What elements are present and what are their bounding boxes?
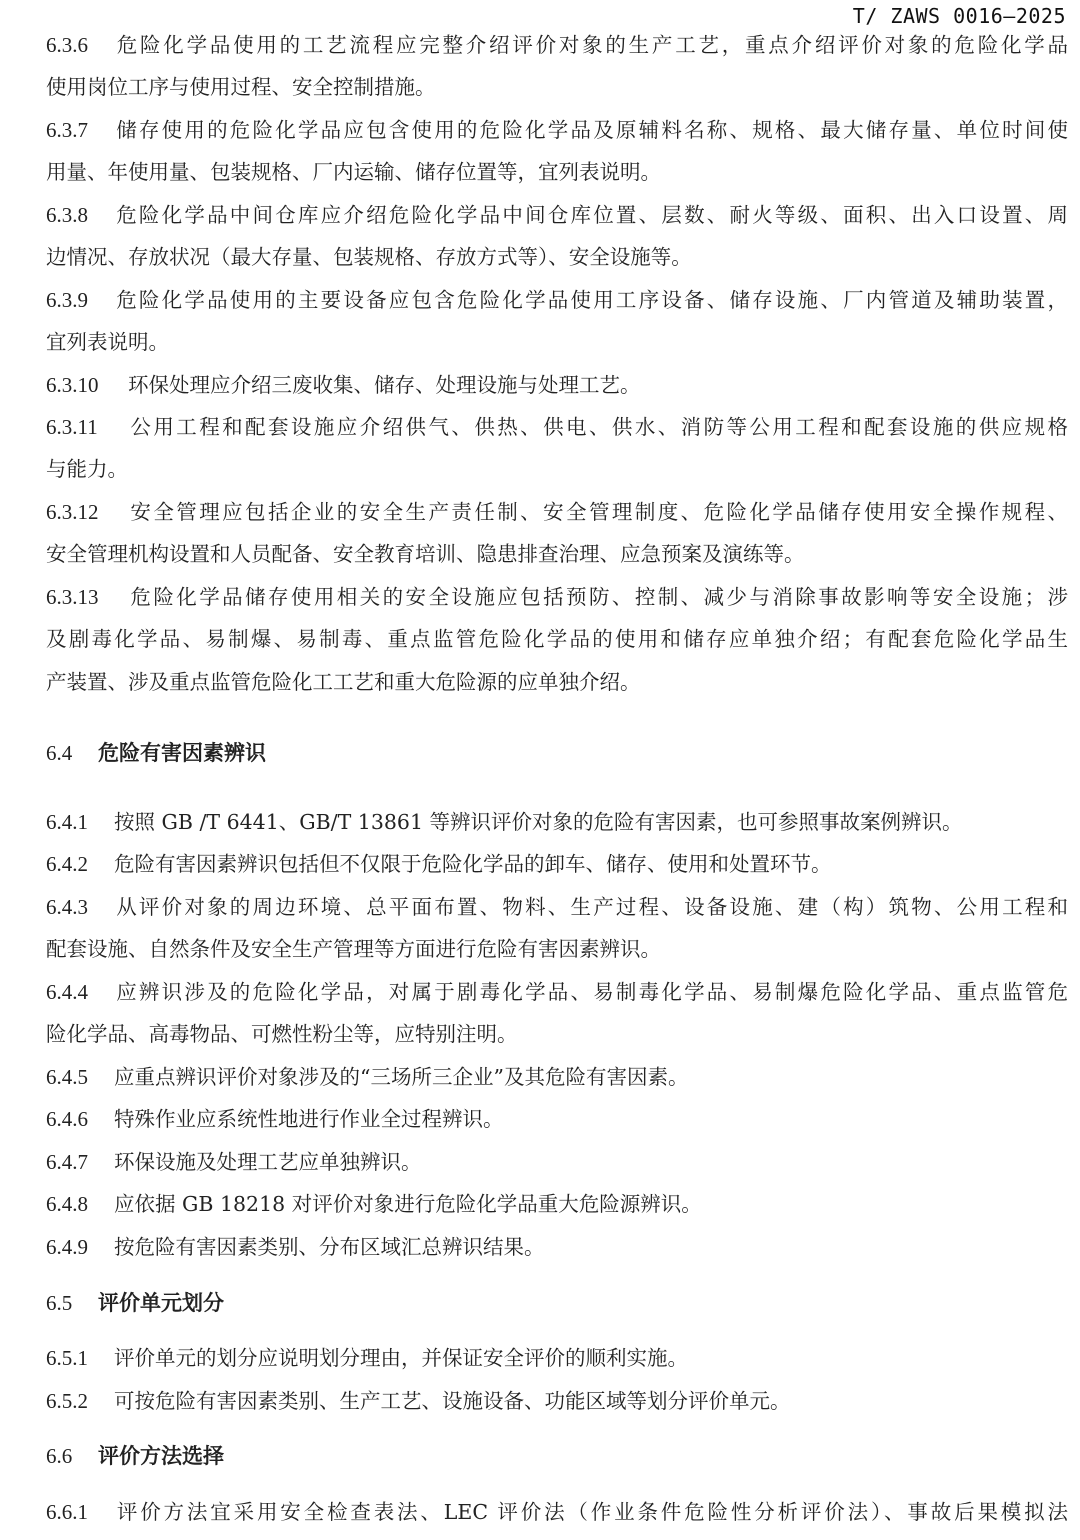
clause-text: 特殊作业应系统性地进行作业全过程辨识。 xyxy=(114,1107,504,1131)
section-number: 6.5 xyxy=(46,1291,73,1315)
section-heading-6-6 xyxy=(46,1442,224,1470)
clause-text: 公用工程和配套设施应介绍供气、供热、供电、供水、消防等公用工程和配套设施的供应规格 xyxy=(128,415,1068,439)
clause-number: 6.3.11 xyxy=(46,415,98,439)
clause-6-4-3-line-1 xyxy=(46,893,1068,921)
clause-number: 6.3.9 xyxy=(46,288,88,312)
section-title: 评价方法选择 xyxy=(98,1444,224,1468)
clause-number: 6.3.13 xyxy=(46,585,99,609)
section-heading-6-4 xyxy=(46,739,266,767)
clause-text: 环保设施及处理工艺应单独辨识。 xyxy=(114,1150,422,1174)
clause-text: 应辨识涉及的危险化学品，对属于剧毒化学品、易制毒化学品、易制爆危险化学品、重点监管危 xyxy=(114,980,1068,1004)
clause-6-4-3-line-2: 配套设施、自然条件及安全生产管理等方面进行危险有害因素辨识。 xyxy=(46,937,661,961)
clause-6-3-7-line-1 xyxy=(46,116,1068,144)
clause-number: 6.4.1 xyxy=(46,810,88,834)
clause-text: 按照 GB /T 6441、GB/T 13861 等辨识评价对象的危险有害因素，也可参照事故案例辨识。 xyxy=(114,810,963,834)
clause-number: 6.3.10 xyxy=(46,373,99,397)
clause-6-4-4-line-2: 险化学品、高毒物品、可燃性粉尘等，应特别注明。 xyxy=(46,1022,518,1046)
clause-number: 6.3.7 xyxy=(46,118,88,142)
section-title: 评价单元划分 xyxy=(98,1291,224,1315)
clause-number: 6.4.2 xyxy=(46,852,88,876)
clause-6-4-6-line-1 xyxy=(46,1105,1068,1133)
clause-text: 危险化学品中间仓库应介绍危险化学品中间仓库位置、层数、耐火等级、面积、出入口设置、周 xyxy=(114,203,1068,227)
clause-6-5-2-line-1 xyxy=(46,1387,1068,1415)
clause-number: 6.3.6 xyxy=(46,33,88,57)
clause-number: 6.6.1 xyxy=(46,1500,88,1524)
clause-6-3-13-line-2: 及剧毒化学品、易制爆、易制毒、重点监管危险化学品的使用和储存应单独介绍；有配套危险化学品生 xyxy=(46,627,1068,651)
clause-6-3-13-line-3: 产装置、涉及重点监管危险化工工艺和重大危险源的应单独介绍。 xyxy=(46,670,641,694)
clause-text: 应重点辨识评价对象涉及的“三场所三企业”及其危险有害因素。 xyxy=(114,1065,689,1089)
clause-text: 安全管理应包括企业的安全生产责任制、安全管理制度、危险化学品储存使用安全操作规程、 xyxy=(128,500,1068,524)
clause-number: 6.4.7 xyxy=(46,1150,88,1174)
clause-6-4-1-line-1 xyxy=(46,808,1068,836)
clause-text: 危险化学品使用的工艺流程应完整介绍评价对象的生产工艺，重点介绍评价对象的危险化学品 xyxy=(114,33,1068,57)
clause-6-4-5-line-1 xyxy=(46,1063,1068,1091)
clause-number: 6.3.12 xyxy=(46,500,99,524)
clause-text: 危险化学品储存使用相关的安全设施应包括预防、控制、减少与消除事故影响等安全设施；涉 xyxy=(128,585,1068,609)
section-title: 危险有害因素辨识 xyxy=(98,741,266,765)
clause-text: 危险有害因素辨识包括但不仅限于危险化学品的卸车、储存、使用和处置环节。 xyxy=(114,852,832,876)
clause-number: 6.4.9 xyxy=(46,1235,88,1259)
clause-number: 6.4.6 xyxy=(46,1107,88,1131)
clause-text: 应依据 GB 18218 对评价对象进行危险化学品重大危险源辨识。 xyxy=(114,1192,702,1216)
clause-text: 可按危险有害因素类别、生产工艺、设施设备、功能区域等划分评价单元。 xyxy=(114,1389,791,1413)
section-number: 6.6 xyxy=(46,1444,73,1468)
clause-text: 危险化学品使用的主要设备应包含危险化学品使用工序设备、储存设施、厂内管道及辅助装置， xyxy=(114,288,1068,312)
clause-number: 6.5.2 xyxy=(46,1389,88,1413)
clause-number: 6.3.8 xyxy=(46,203,88,227)
clause-6-4-9-line-1 xyxy=(46,1233,1068,1261)
clause-text: 环保处理应介绍三废收集、储存、处理设施与处理工艺。 xyxy=(128,373,641,397)
clause-text: 评价单元的划分应说明划分理由，并保证安全评价的顺利实施。 xyxy=(114,1346,688,1370)
clause-text: 按危险有害因素类别、分布区域汇总辨识结果。 xyxy=(114,1235,545,1259)
clause-number: 6.4.8 xyxy=(46,1192,88,1216)
clause-6-3-9-line-1 xyxy=(46,286,1068,314)
clause-6-4-7-line-1 xyxy=(46,1148,1068,1176)
clause-text: 评价方法宜采用安全检查表法、LEC 评价法（作业条件危险性分析评价法）、事故后果模拟法 xyxy=(114,1500,1068,1524)
clause-number: 6.4.5 xyxy=(46,1065,88,1089)
clause-6-3-11-line-1 xyxy=(46,413,1068,441)
clause-6-3-13-line-1 xyxy=(46,583,1068,611)
clause-6-3-11-line-2: 与能力。 xyxy=(46,457,128,481)
clause-6-3-12-line-1 xyxy=(46,498,1068,526)
document-code: T/ ZAWS 0016—2025 xyxy=(852,4,1066,28)
clause-6-3-10-line-1 xyxy=(46,371,1068,399)
clause-6-3-9-line-2: 宜列表说明。 xyxy=(46,330,169,354)
clause-number: 6.4.3 xyxy=(46,895,88,919)
section-heading-6-5 xyxy=(46,1289,224,1317)
clause-6-4-4-line-1 xyxy=(46,978,1068,1006)
clause-6-5-1-line-1 xyxy=(46,1344,1068,1372)
clause-6-3-7-line-2: 用量、年使用量、包装规格、厂内运输、储存位置等，宜列表说明。 xyxy=(46,160,661,184)
clause-number: 6.5.1 xyxy=(46,1346,88,1370)
clause-6-3-6-line-2: 使用岗位工序与使用过程、安全控制措施。 xyxy=(46,75,436,99)
clause-6-4-8-line-1 xyxy=(46,1190,1068,1218)
clause-6-4-2-line-1 xyxy=(46,850,1068,878)
clause-6-3-8-line-1 xyxy=(46,201,1068,229)
clause-text: 从评价对象的周边环境、总平面布置、物料、生产过程、设备设施、建（构）筑物、公用工程和 xyxy=(114,895,1068,919)
clause-number: 6.4.4 xyxy=(46,980,88,1004)
section-number: 6.4 xyxy=(46,741,73,765)
clause-6-6-1-line-1 xyxy=(46,1498,1068,1526)
clause-6-3-6-line-1 xyxy=(46,31,1068,59)
clause-6-3-8-line-2: 边情况、存放状况（最大存量、包装规格、存放方式等）、安全设施等。 xyxy=(46,245,692,269)
clause-text: 储存使用的危险化学品应包含使用的危险化学品及原辅料名称、规格、最大储存量、单位时间使 xyxy=(114,118,1068,142)
clause-6-3-12-line-2: 安全管理机构设置和人员配备、安全教育培训、隐患排查治理、应急预案及演练等。 xyxy=(46,542,805,566)
